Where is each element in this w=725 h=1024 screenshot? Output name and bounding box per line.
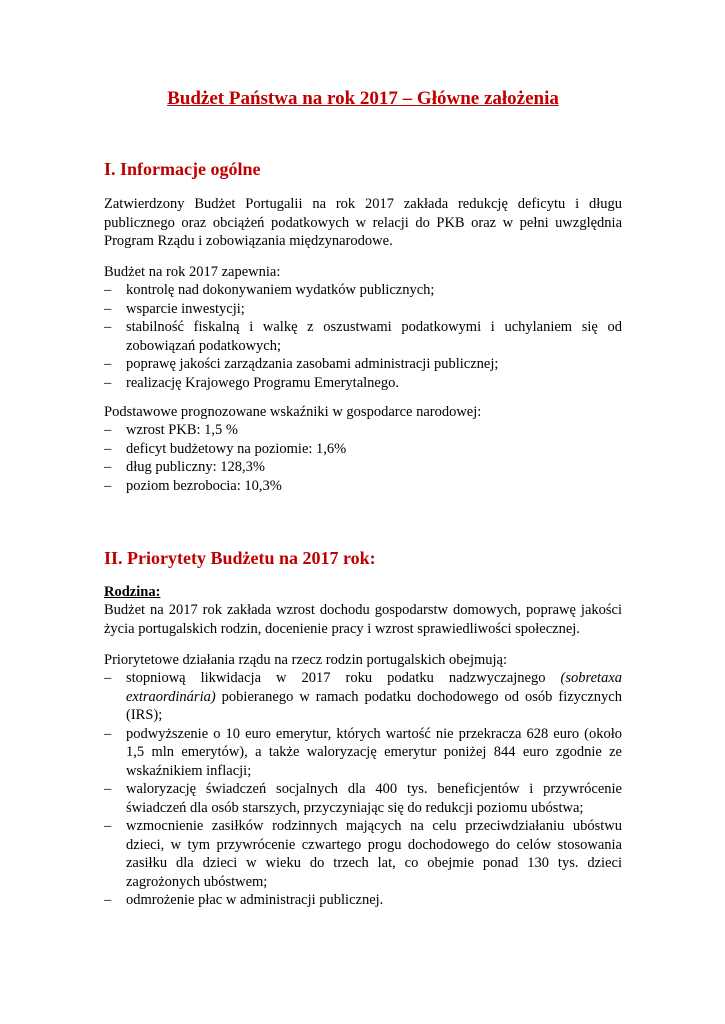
- family-actions-list: [104, 669, 622, 910]
- list-item-text: 1,5 mln emerytów), a także waloryzację emerytur poniżej 844 euro zgodnie ze: [126, 744, 622, 760]
- dash-bullet: –: [104, 892, 112, 908]
- list-item: [104, 891, 622, 910]
- dash-bullet: –: [104, 300, 112, 317]
- dash-bullet: –: [104, 422, 112, 438]
- list-item: [104, 477, 622, 496]
- paragraph-line: Budżet na 2017 rok zakłada wzrost dochodu gospodarstw domowych, poprawę jakości: [104, 602, 622, 618]
- list-item: [104, 374, 622, 393]
- list-item: [104, 458, 622, 477]
- indicator-deficit: deficyt budżetowy na poziomie: 1,6%: [126, 440, 347, 457]
- dash-bullet: –: [104, 374, 112, 391]
- list-item-text: wzmocnienie zasiłków rodzinnych mających na celu przeciwdziałaniu ubóstwu: [126, 818, 622, 834]
- indicators-lead: Podstawowe prognozowane wskaźniki w gospodarce narodowej:: [104, 404, 482, 420]
- dash-bullet: –: [104, 725, 112, 742]
- actions-lead: Priorytetowe działania rządu na rzecz rodzin portugalskich obejmują:: [104, 652, 508, 668]
- list-item: [104, 318, 622, 355]
- document-title: Budżet Państwa na rok 2017 – Główne założenia: [167, 88, 559, 109]
- dash-bullet: –: [104, 356, 112, 372]
- list-item-text: podwyższenie o 10 euro emerytur, których wartość nie przekracza 628 euro (około: [126, 725, 622, 742]
- list-item-text: (IRS);: [126, 707, 163, 723]
- section-heading-general-info: I. Informacje ogólne: [104, 159, 261, 179]
- dash-bullet: –: [104, 282, 112, 298]
- indicators-list: [104, 421, 622, 495]
- general-info-paragraph: [104, 195, 622, 251]
- list-item-text: odmrożenie płac w administracji publicznej.: [126, 892, 384, 908]
- indicator-unemployment: poziom bezrobocia: 10,3%: [126, 477, 282, 494]
- family-subheading: Rodzina:: [104, 584, 161, 600]
- list-item: [104, 817, 622, 891]
- budget-provides-list: [104, 281, 622, 392]
- list-item-text: poprawę jakości zarządzania zasobami administracji publicznej;: [126, 356, 499, 372]
- paragraph-line: życia portugalskich rodzin, docenienie pracy i wzrost sprawiedliwości społecznej.: [104, 620, 580, 637]
- list-item-text: waloryzację świadczeń socjalnych dla 400 tys. beneficjentów i przywrócenie: [126, 781, 622, 797]
- list-item-text: stopniową likwidacja w 2017 roku podatku nadzwyczajnego (sobretaxa: [126, 670, 623, 686]
- list-item-text: stabilność fiskalną i walkę z oszustwami podatkowymi i uchylaniem się od: [126, 319, 622, 335]
- dash-bullet: –: [104, 477, 112, 494]
- list-item-text: extraordinária) pobieranego w ramach podatku dochodowego od osób fizycznych: [126, 688, 622, 705]
- list-item: [104, 421, 622, 440]
- dash-bullet: –: [104, 781, 112, 797]
- list-item: [104, 780, 622, 817]
- dash-bullet: –: [104, 440, 112, 457]
- indicator-gdp: wzrost PKB: 1,5 %: [126, 422, 238, 438]
- list-item-text: realizację Krajowego Programu Emerytalnego.: [126, 374, 399, 391]
- list-item-text: zagrożonych ubóstwem;: [126, 873, 268, 890]
- list-item-text: dzieci, w tym przywrócenie czwartego progu dochodowego do celów stosowania: [126, 836, 622, 853]
- dash-bullet: –: [104, 319, 112, 335]
- list-item: [104, 440, 622, 459]
- list-item-text: świadczeń dla osób starszych, przyczyniając się do redukcji poziomu ubóstwa;: [126, 799, 584, 816]
- paragraph-line: Zatwierdzony Budżet Portugalii na rok 2017 zakłada redukcję deficytu i długu: [104, 196, 622, 212]
- paragraph-line: publicznego oraz obciążeń podatkowych w relacji do PKB oraz w pełni uwzględnia: [104, 214, 622, 231]
- list-item: [104, 355, 622, 374]
- budget-provides-lead: Budżet na rok 2017 zapewnia:: [104, 264, 281, 280]
- list-item-text: wsparcie inwestycji;: [126, 300, 245, 317]
- list-item: [104, 300, 622, 319]
- indicator-debt: dług publiczny: 128,3%: [126, 459, 265, 475]
- section-heading-priorities: II. Priorytety Budżetu na 2017 rok:: [104, 548, 376, 568]
- list-item: [104, 281, 622, 300]
- list-item-text: kontrolę nad dokonywaniem wydatków publicznych;: [126, 282, 435, 298]
- family-paragraph: [104, 601, 622, 638]
- list-item-text: zasiłku dla dzieci w wieku do trzech lat, co obejmie ponad 130 tys. dzieci: [126, 855, 622, 871]
- list-item: [104, 725, 622, 781]
- list-item-text: zobowiązań podatkowych;: [126, 337, 282, 354]
- dash-bullet: –: [104, 459, 112, 475]
- list-item-text: wskaźnikiem inflacji;: [126, 762, 252, 779]
- list-item: [104, 669, 622, 725]
- dash-bullet: –: [104, 818, 112, 834]
- dash-bullet: –: [104, 670, 112, 686]
- paragraph-line: Program Rządu i zobowiązania międzynarodowe.: [104, 233, 393, 249]
